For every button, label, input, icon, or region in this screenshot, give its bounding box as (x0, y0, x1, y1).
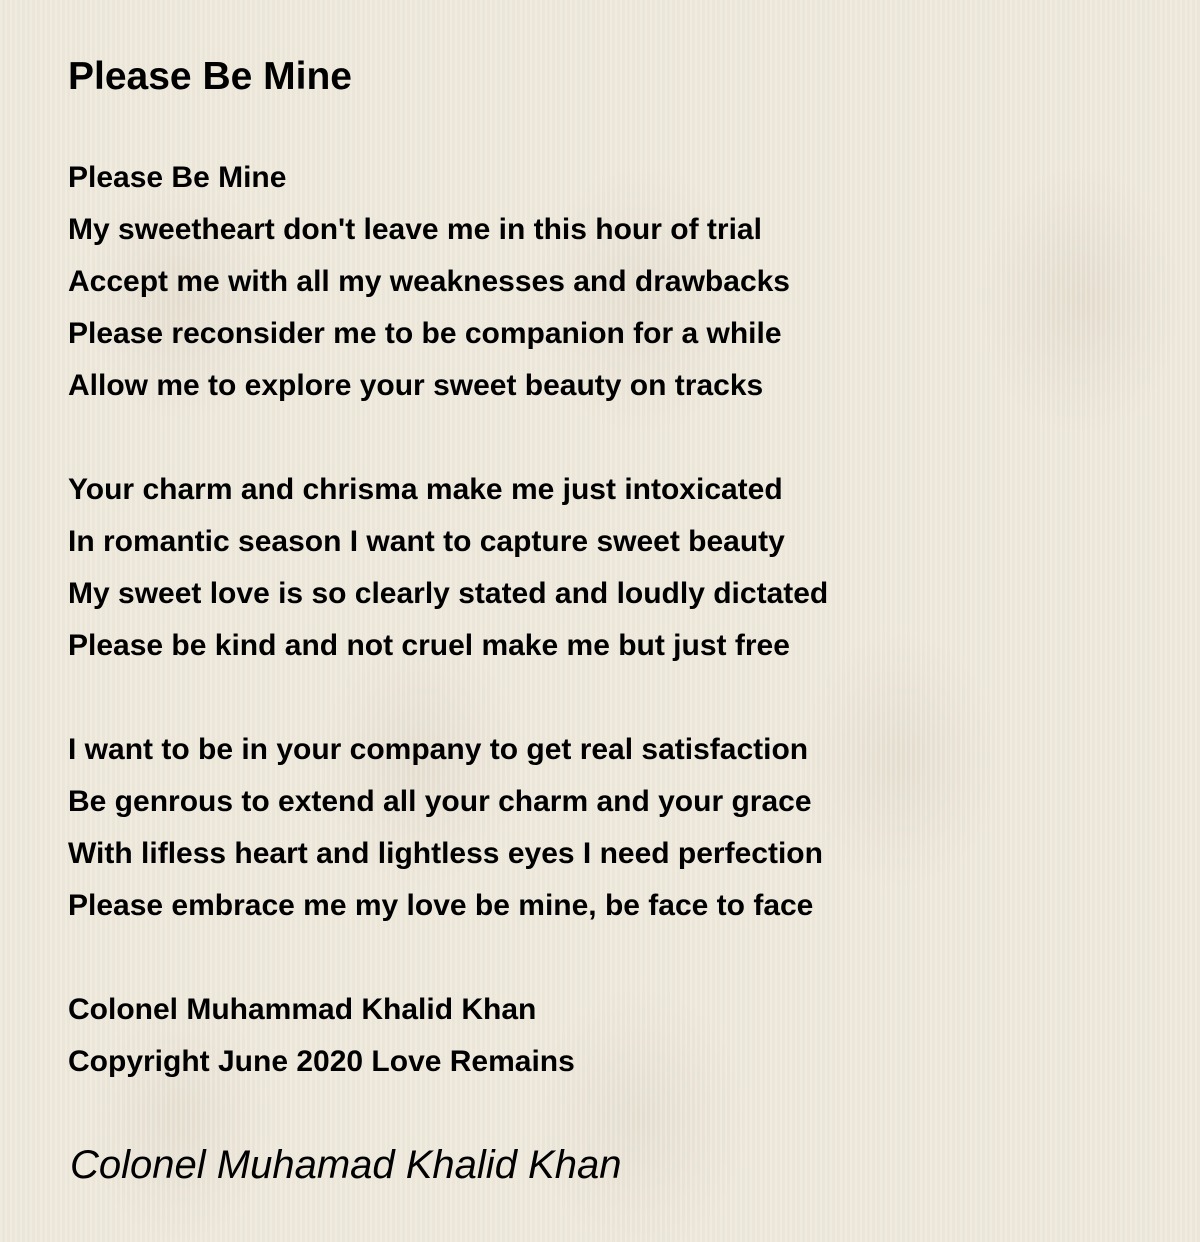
poem-line: Accept me with all my weaknesses and drawbacks (68, 265, 790, 298)
poem-line: Please be kind and not cruel make me but just free (68, 629, 790, 662)
poem-line: Please embrace me my love be mine, be face to face (68, 889, 814, 922)
poem-line: My sweet love is so clearly stated and loudly dictated (68, 577, 829, 610)
poem-line: In romantic season I want to capture sweet beauty (68, 525, 785, 558)
poem-title: Please Be Mine (68, 55, 352, 98)
poem-line: Please Be Mine (68, 161, 287, 194)
poem-line: My sweetheart don't leave me in this hour of trial (68, 213, 762, 246)
stanza-2 (68, 464, 828, 672)
poem-line: Your charm and chrisma make me just intoxicated (68, 473, 783, 506)
stanza-3 (68, 724, 828, 932)
poem-body (68, 152, 828, 1140)
author-signature: Colonel Muhamad Khalid Khan (70, 1143, 622, 1187)
poem-line: Please reconsider me to be companion for a while (68, 317, 782, 350)
poem-line: Be genrous to extend all your charm and your grace (68, 785, 812, 818)
stanza-1 (68, 152, 828, 412)
author-name: Colonel Muhammad Khalid Khan (68, 993, 537, 1026)
author-credit (68, 984, 828, 1088)
poem-line: With lifless heart and lightless eyes I need perfection (68, 837, 823, 870)
poem-line: Allow me to explore your sweet beauty on tracks (68, 369, 764, 402)
poem-line: I want to be in your company to get real satisfaction (68, 733, 809, 766)
copyright-line: Copyright June 2020 Love Remains (68, 1045, 575, 1078)
